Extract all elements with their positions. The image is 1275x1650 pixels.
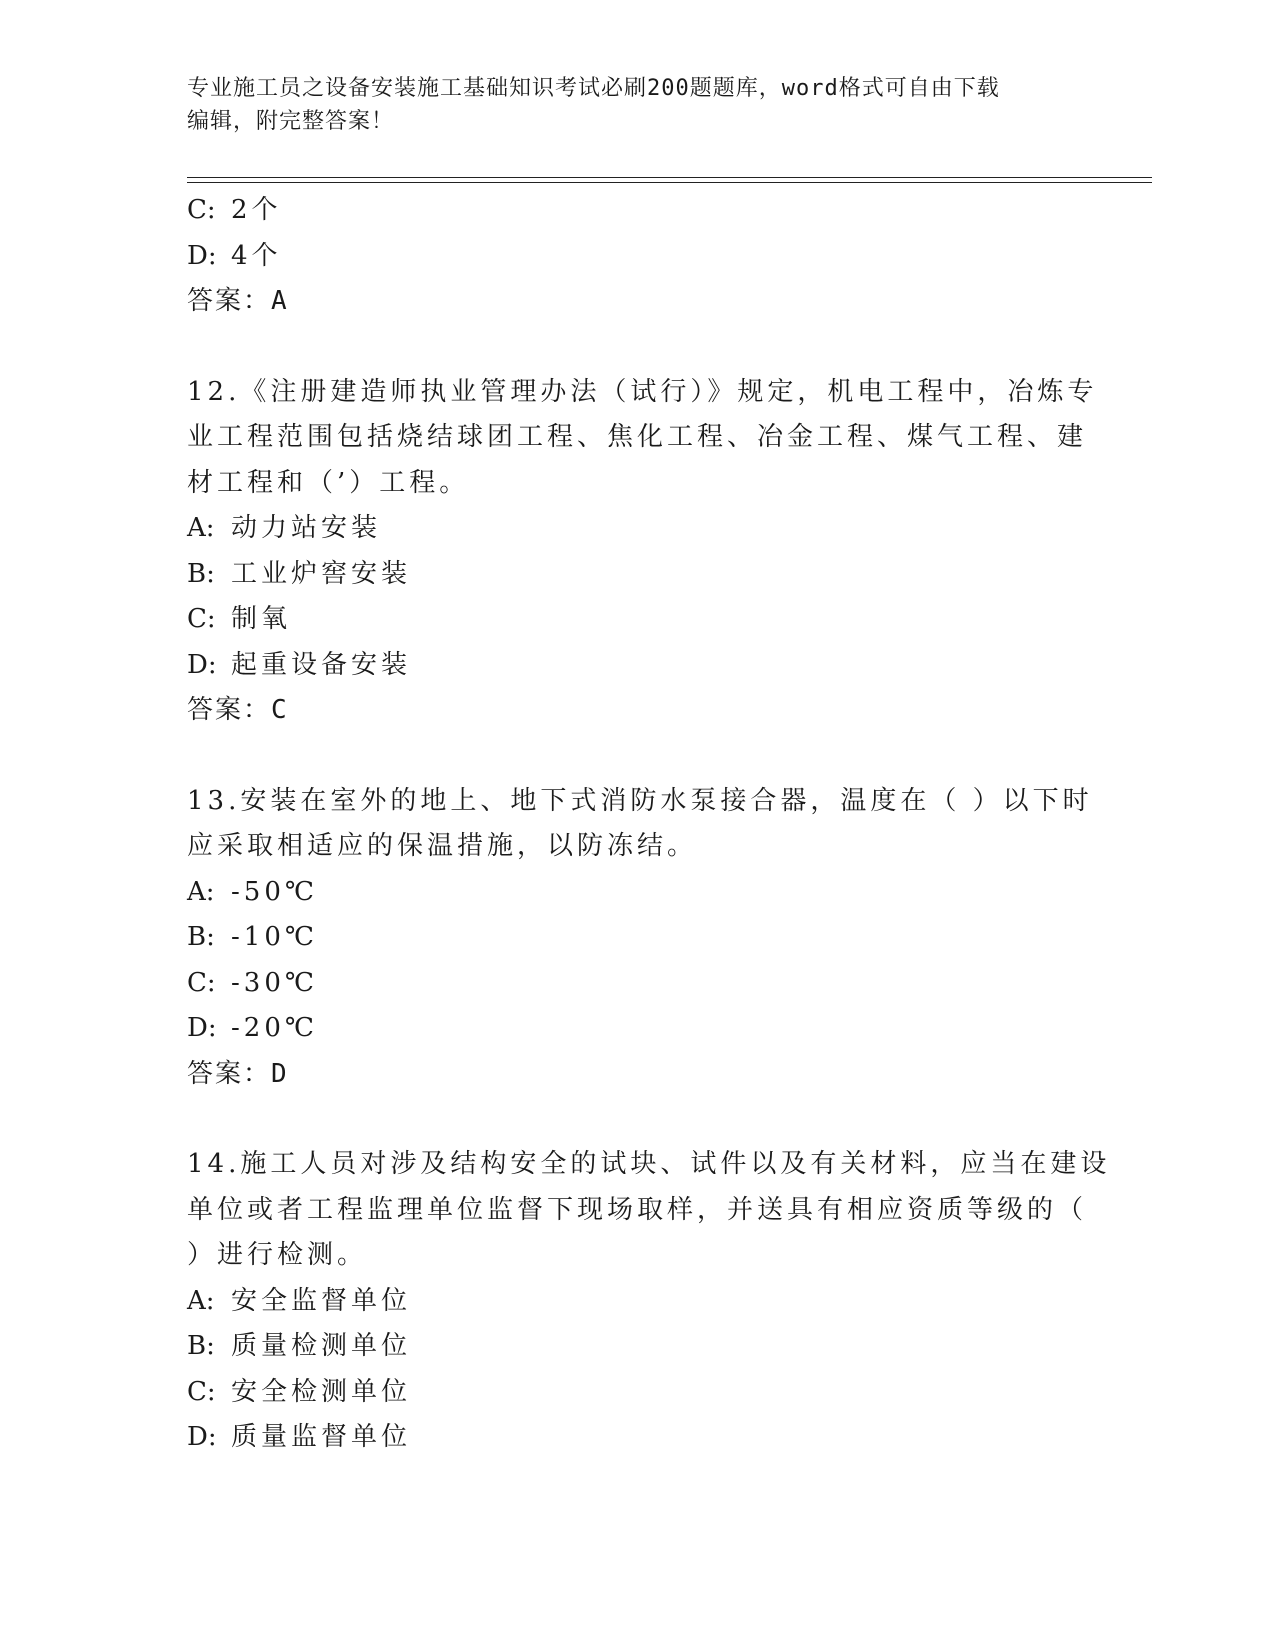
option-c (187, 961, 1087, 1007)
option-text: -20℃ (231, 1013, 318, 1043)
question-12 (187, 370, 1098, 734)
option-c (187, 597, 1087, 643)
option-key: D: (187, 649, 217, 680)
header-line-1: 专业施工员之设备安装施工基础知识考试必刷200题题库，word格式可自由下载 (187, 76, 1000, 101)
question-text-line: 13.安装在室外的地上、地下式消防水泵接合器，温度在（ ）以下时 (187, 785, 1093, 816)
option-text: -50℃ (231, 876, 318, 907)
option-d (187, 643, 1087, 689)
answer-value: C (271, 695, 289, 725)
option-text: 质量监督单位 (231, 1422, 412, 1452)
option-key: C: (187, 967, 216, 998)
option-d (187, 1006, 1087, 1052)
answer-line (187, 1052, 1087, 1098)
question-text-line: 业工程范围包括烧结球团工程、焦化工程、冶金工程、煤气工程、建 (187, 422, 1088, 452)
option-key: D: (187, 240, 217, 271)
option-b (187, 915, 1087, 961)
option-text: 起重设备安装 (231, 649, 412, 680)
spacer (187, 734, 1087, 779)
option-text: 安全监督单位 (231, 1285, 412, 1316)
option-a (187, 870, 1087, 916)
question-text-line: 14.施工人员对涉及结构安全的试块、试件以及有关材料，应当在建设 (187, 1149, 1111, 1179)
question-text-line: 12.《注册建造师执业管理办法（试行）》规定，机电工程中，冶炼专 (187, 376, 1098, 407)
option-key: D: (187, 1422, 217, 1452)
question-11-tail (187, 188, 1087, 325)
option-a (187, 506, 1087, 552)
option-text: 4个 (231, 240, 282, 271)
answer-label: 答案： (187, 286, 272, 316)
option-text: 动力站安装 (231, 513, 382, 543)
option-d (187, 1415, 1087, 1461)
option-key: A: (187, 876, 215, 907)
answer-value: A (271, 286, 289, 316)
option-text: -10℃ (231, 922, 318, 952)
option-d (187, 234, 1087, 280)
answer-line (187, 688, 1087, 734)
option-c (187, 1370, 1087, 1416)
question-text-line: ）进行检测。 (187, 1240, 368, 1270)
option-key: D: (187, 1013, 217, 1043)
answer-label: 答案： (187, 1058, 272, 1089)
option-key: B: (187, 558, 215, 589)
answer-value: D (271, 1058, 289, 1089)
option-text: -30℃ (231, 967, 318, 998)
option-text: 2个 (231, 195, 282, 225)
option-text: 质量检测单位 (231, 1331, 412, 1361)
option-b (187, 1324, 1087, 1370)
header-divider-bottom (187, 182, 1152, 183)
question-14 (187, 1142, 1111, 1461)
option-text: 安全检测单位 (231, 1376, 412, 1407)
option-c (187, 188, 1087, 234)
page-header (187, 72, 1067, 138)
question-text-line: 应采取相适应的保温措施，以防冻结。 (187, 831, 698, 861)
answer-label: 答案： (187, 695, 272, 725)
option-key: C: (187, 1376, 216, 1407)
spacer (187, 325, 1087, 370)
option-key: A: (187, 513, 215, 543)
option-key: C: (187, 604, 216, 634)
question-text-line: 材工程和（’）工程。 (187, 467, 470, 498)
question-list (187, 188, 1111, 1461)
header-line-2: 编辑，附完整答案！ (187, 109, 395, 134)
option-a (187, 1279, 1087, 1325)
question-text-line: 单位或者工程监理单位监督下现场取样，并送具有相应资质等级的（ (187, 1194, 1088, 1225)
option-b (187, 552, 1087, 598)
option-key: B: (187, 922, 215, 952)
header-divider-top (187, 177, 1152, 178)
option-key: B: (187, 1331, 215, 1361)
question-13 (187, 779, 1093, 1098)
spacer (187, 1097, 1087, 1142)
option-text: 制氧 (231, 604, 292, 634)
option-key: A: (187, 1285, 215, 1316)
option-key: C: (187, 195, 216, 225)
option-text: 工业炉窖安装 (231, 558, 412, 589)
answer-line (187, 279, 1087, 325)
